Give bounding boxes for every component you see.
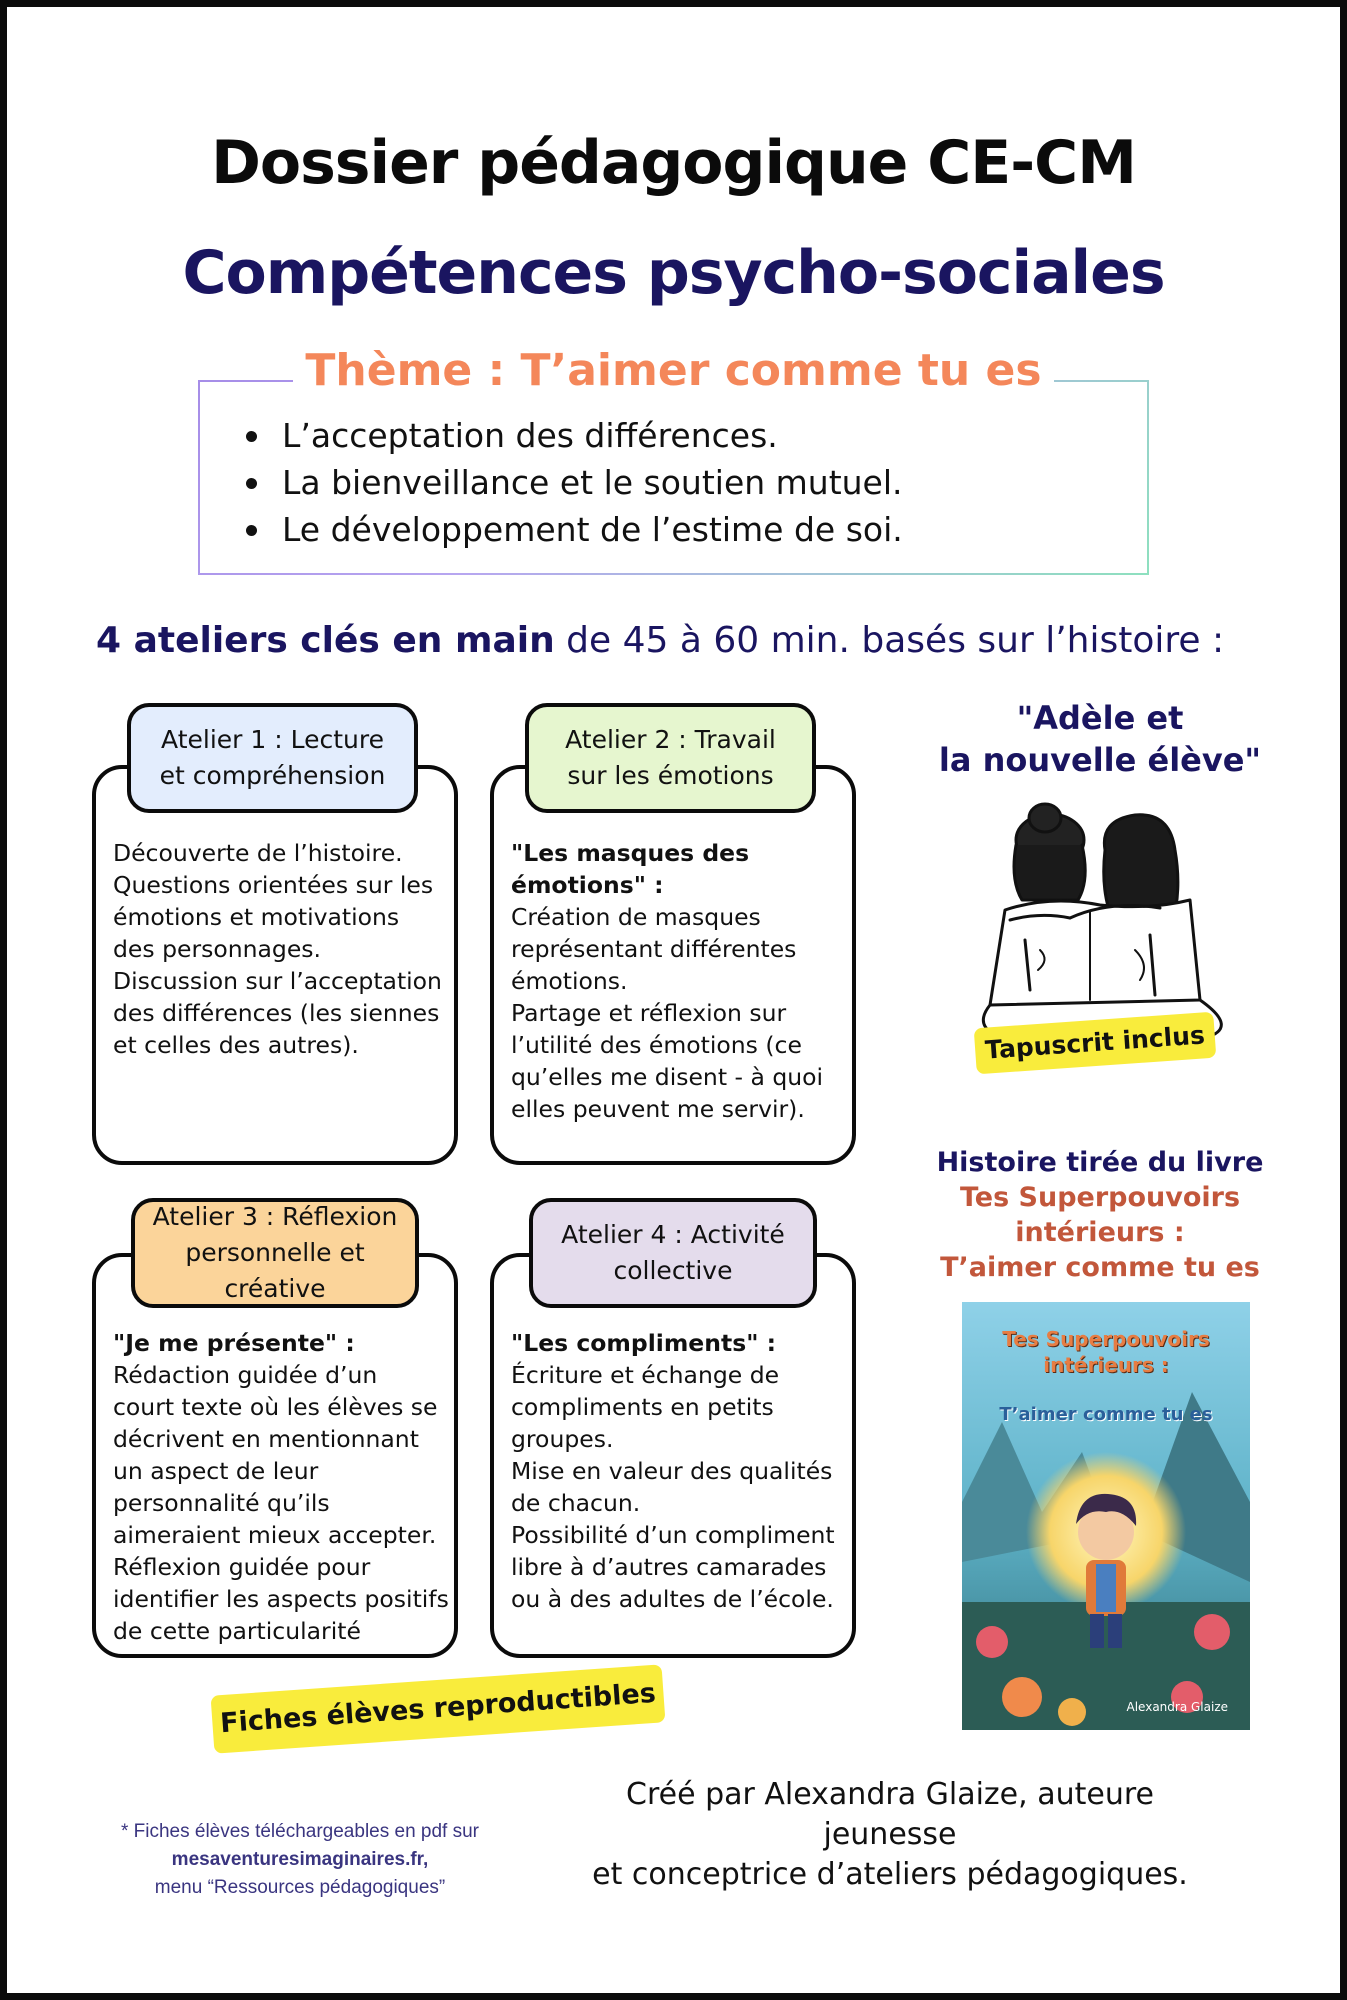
workshop-4-heading: "Les compliments" : [511,1329,777,1357]
workshop-4-text: "Les compliments" : Écriture et échange de compliments en petits groupes. Mise en valeur des qualités de chacun. Possibilité d’un compliment libre à d’autres camarades ou à des adultes de l’école. [511,1327,851,1615]
workshop-1-tab: Atelier 1 : Lecture et compréhension [127,703,418,813]
workshop-3-tab: Atelier 3 : Réflexion personnelle et créative [131,1198,419,1308]
workshop-1-text: Découverte de l’histoire. Questions orientées sur les émotions et motivations des personnages. Discussion sur l’acceptation des différences (les siennes et celles des autres). [113,839,442,1059]
book-cover [962,1302,1250,1730]
book-cover-title: Tes Superpouvoirs intérieurs : [1002,1327,1210,1377]
download-note: * Fiches élèves téléchargeables en pdf sur mesaventuresimaginaires.fr, menu “Ressources pédagogiques” [120,1821,480,1898]
workshop-2-tab: Atelier 2 : Travail sur les émotions [525,703,816,813]
book-cover-subtitle: T’aimer comme tu es [999,1404,1213,1425]
theme-item: L’acceptation des différences. [240,412,903,459]
document-title: Dossier pédagogique CE-CM [211,128,1136,198]
workshop-2-heading: "Les masques des [511,839,750,867]
workshop-3-text: "Je me présente" : Rédaction guidée d’un court texte où les élèves se décrivent en mentionnant un aspect de leur personnalité qu’ils aimeraient mieux accepter. Réflexion guidée pour identifier les aspects positifs de cette particularité [113,1327,458,1647]
workshops-intro: 4 ateliers clés en main de 45 à 60 min. basés sur l’histoire : [96,620,1225,661]
author-credit: Créé par Alexandra Glaize, auteure jeunesse et conceptrice d’ateliers pédagogiques. [592,1777,1188,1892]
workshop-3-heading: "Je me présente" : [113,1329,355,1357]
story-title: "Adèle et la nouvelle élève" [938,699,1262,779]
book-source: Histoire tirée du livre Tes Superpouvoirs intérieurs : T’aimer comme tu es [936,1147,1264,1283]
document-subtitle: Compétences psycho-sociales [182,238,1165,308]
theme-title: Thème : T’aimer comme tu es [0,345,1347,396]
book-cover-author: Alexandra Glaize [1126,1700,1228,1714]
tapuscrit-highlight-tag: Tapuscrit inclus [974,1012,1217,1075]
workshop-4-tab: Atelier 4 : Activité collective [529,1198,817,1308]
fiches-highlight-tag: Fiches élèves reproductibles [211,1664,666,1753]
workshop-2-text: "Les masques des émotions" : Création de masques représentant différentes émotions. Partage et réflexion sur l’utilité des émotions (ce qu’elles me disent - à quoi elles peuvent me servir). [511,837,851,1125]
theme-list [240,412,903,553]
workshop-2-heading-2: émotions" : [511,871,664,899]
theme-item: La bienveillance et le soutien mutuel. [240,459,903,506]
website-link[interactable]: mesaventuresimaginaires.fr, [171,1849,429,1870]
theme-item: Le développement de l’estime de soi. [240,506,903,553]
